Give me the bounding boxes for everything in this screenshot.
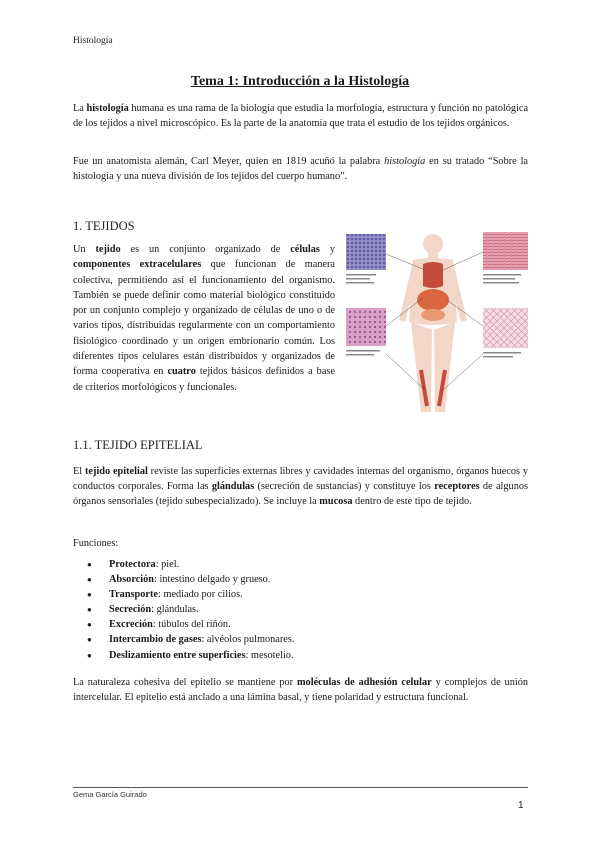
list-item: ● Secreción: glándulas. — [73, 602, 294, 617]
footer-author: Gema García Guirado — [73, 790, 147, 799]
functions-label: Funciones: — [73, 538, 119, 549]
page-title: Tema 1: Introducción a la Histología — [190, 74, 410, 89]
section-heading-tejidos: 1. TEJIDOS — [73, 219, 135, 233]
bullet-icon: ● — [87, 575, 92, 585]
muscle-tissue-image — [483, 232, 528, 270]
list-item: ● Absorción: intestino delgado y grueso. — [73, 572, 294, 587]
running-header: Histología — [73, 36, 113, 46]
epithelial-closing-paragraph: La naturaleza cohesiva del epitelio se mantiene por moléculas de adhesión celular y complejos de unión intercelular. El epitelio está anclado a una lámina basal, y tiene polaridad y estructura funcional. — [73, 677, 529, 704]
bullet-icon: ● — [87, 650, 92, 660]
tejidos-paragraph: Un tejido es un conjunto organizado de células y componentes extracelulares que funcionan de manera colectiva, permitiendo así el funcionamiento del organismo. También se puede definir como material biológico constituido por un conjunto complejo y organizado de células de uno o de varios tipos, distribuidas regularmente con un comportamiento fisiológico coordinado y un origen embrionario común. Los diferentes tipos celulares están distribuidos y organizados de forma cooperativa en cuatro tejidos básicos definidos a base de criterios morfológicos y funcionales. — [73, 244, 335, 393]
intro-paragraph-2: Fue un anatomista alemán, Carl Meyer, quien en 1819 acuñó la palabra histología en su tratado “Sobre la histología y una nueva división de los tejidos del cuerpo humano”. — [73, 156, 528, 183]
section-heading-tejido-epitelial: 1.1. TEJIDO EPITELIAL — [73, 438, 203, 452]
bullet-icon: ● — [87, 605, 92, 615]
bullet-icon: ● — [87, 560, 92, 569]
nervous-tissue-image — [483, 308, 528, 348]
intro-paragraph-1: La histología humana es una rama de la biología que estudia la morfología, estructura y función no patológica de los tejidos a nivel microscópico. Es la parte de la anatomía que trata el estudio de los tejidos orgánicos. — [73, 103, 529, 130]
list-item: ● Transporte: mediado por cilios. — [73, 587, 294, 602]
connective-tissue-image — [346, 308, 386, 346]
list-item: ● Deslizamiento entre superficies: mesotelio. — [73, 648, 294, 663]
bullet-icon: ● — [87, 590, 92, 600]
human-body-silhouette — [399, 234, 467, 412]
page-number: 1 — [518, 800, 524, 811]
tissues-body-figure — [343, 230, 530, 416]
list-item: ● Excreción: túbulos del riñón. — [73, 617, 294, 632]
functions-list — [73, 557, 294, 663]
bullet-icon: ● — [87, 635, 92, 645]
epithelial-paragraph: El tejido epitelial reviste las superficies externas libres y cavidades internas del organismo, órganos huecos y conductos corporales. Forma las glándulas (secreción de sustancias) y constituye los receptores de algunos órganos sensoriales (tejido subespecializado). Se incluye la mucosa dentro de este tipo de tejido. — [73, 466, 529, 508]
footer-divider — [73, 787, 528, 788]
list-item: ● Protectora: piel. — [73, 557, 294, 572]
epithelial-tissue-image — [346, 234, 386, 270]
bullet-icon: ● — [87, 620, 92, 630]
list-item: ● Intercambio de gases: alvéolos pulmonares. — [73, 632, 294, 647]
